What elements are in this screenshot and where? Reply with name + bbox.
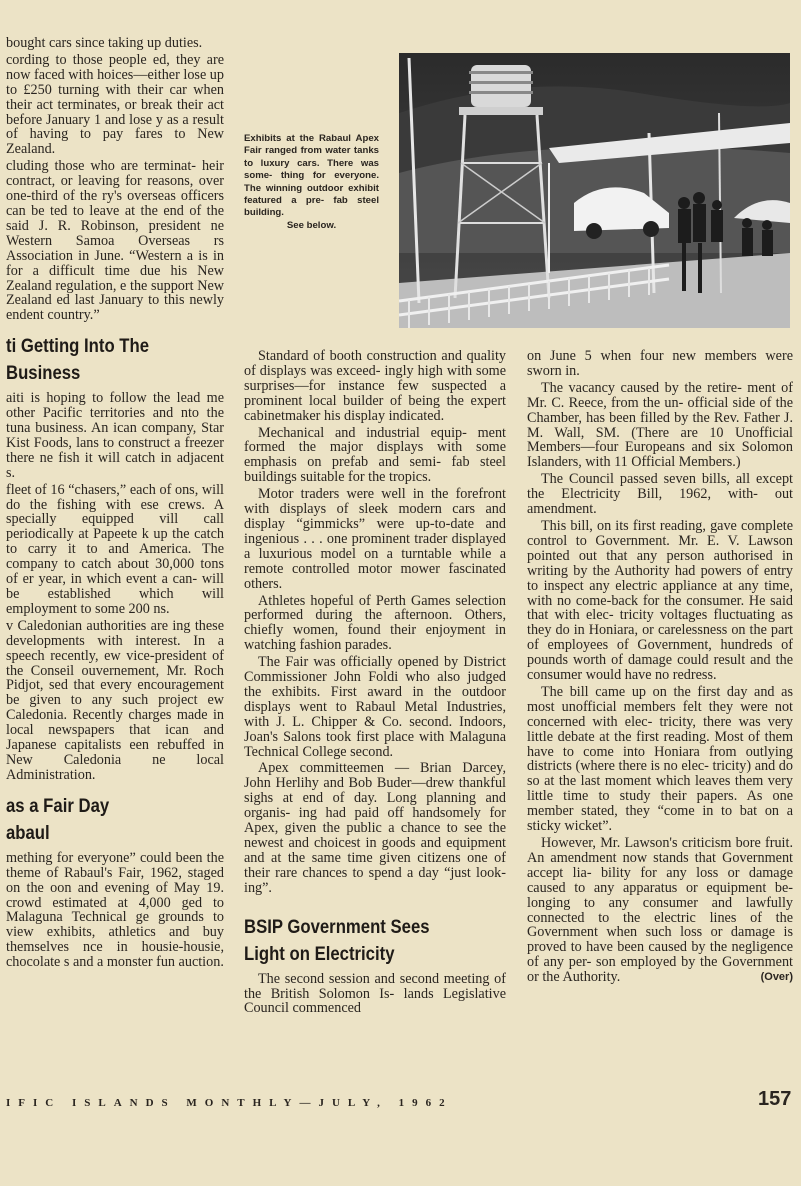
paragraph: The Fair was officially opened by District Commissioner John Foldi who also judged the exhibits. First award in the outdoor displays went to Rabaul Metal Industries, with J. L. Chipper & Co. second. Indoors, Joan's Salons took first place with Malaguna Technical College second. — [244, 654, 506, 760]
right-column — [527, 349, 793, 985]
paragraph: aiti is hoping to follow the lead me other Pacific territories and nto the tuna business. An ican company, Star Kist Foods, lans to construct a freezer there ne fish it will catch in adjacent s. — [6, 390, 224, 481]
caption-end: See below. — [286, 219, 337, 231]
heading-line: as a Fair Day — [6, 795, 110, 817]
paragraph: mething for everyone” could been the theme of Rabaul's Fair, 1962, staged on the oon and evening of May 19. crowd estimated at 4,000 ged to Malaguna Technical ge grounds to view exhibits, athletics and buy themselves nce in housie-housie, chocolate s and a monster fun auction. — [6, 849, 224, 971]
paragraph: The vacancy caused by the retire- ment of Mr. C. Reece, from the un- official side of the Chamber, has been filled by the Rev. Father J. M. Wall, SM. (There are 10 Unofficial Members—four Europeans and six Solomon Islanders, with 11 Official Members.) — [527, 379, 793, 471]
paragraph: This bill, on its first reading, gave complete control to Government. Mr. E. V. Lawson pointed out that any person authorised in writing by the Authority had powers of entry to inspect any electric appliance at any time, with no come-back for the consumer. He said that with elec- tricity voltages fluctuating as they do in Honiara, or carelessness on the part of employees of Government, hundreds of pounds worth of damage could result and the consumer would have no redress. — [527, 517, 793, 684]
heading-line: abaul — [6, 822, 50, 844]
rabaul-fair-photo — [399, 53, 790, 328]
photo-caption — [244, 133, 379, 232]
paragraph-text: However, Mr. Lawson's criticism bore fruit. An amendment now stands that Government accept lia- bility for any loss or damage caused to any apparatus or equipment be- longing to any consumer and lawfully connected to the electric lines of the Government when such loss or damage is proved to have been caused by the negligence of any per- son employed by the Government or the Authority. — [527, 835, 793, 986]
running-footer: IFIC ISLANDS MONTHLY—JULY, 1962 — [6, 1097, 453, 1109]
article-heading-rabaul — [6, 793, 198, 847]
left-column — [6, 36, 224, 970]
paragraph: v Caledonian authorities are ing these developments with interest. In a speech recently, ew vice-president of the Conseil ouvernement, Mr. Roch Pidjot, sed that every encouragement be given to any such project ew Caledonia. Recently charges made in local newspapers that ican and Japanese capitalists een rebuffed in New Caledonia ne local Administration. — [6, 617, 224, 783]
paragraph: fleet of 16 “chasers,” each of ons, will do the fishing with ese crews. A specially equipped vill call periodically at Papeete k up the catch to carry it to and America. The company to catch about 30,000 tons of er year, in which event a can- will be established which will employment to some 200 ns. — [6, 481, 224, 617]
heading-line: Business — [6, 363, 81, 385]
paragraph: Standard of booth construction and quality of displays was exceed- ingly high with some surprises—for instance few suspected a prominent local builder of being the expert cabinetmaker his display indicated. — [244, 348, 506, 424]
paragraph — [527, 836, 793, 985]
paragraph: Apex committeemen — Brian Darcey, John Herlihy and Bob Buder—drew thankful sighs at end of day. Long planning and organis- ing had paid off handsomely for Apex, given the public a chance to see the newest and choicest in goods and equipment and at the same time given citizens one of their rare chances to spend a day “just look- ing”. — [244, 760, 506, 896]
paragraph: bought cars since taking up duties. — [6, 35, 203, 51]
paragraph: Athletes hopeful of Perth Games selection performed during the afternoon. Others, chiefly women, found their enjoyment in watching fashion parades. — [244, 592, 506, 654]
paragraph: Mechanical and industrial equip- ment formed the major displays with some emphasis on prefab and semi- fab steel buildings suitable for the tropics. — [244, 424, 506, 486]
paragraph: The second session and second meeting of the British Solomon Is- lands Legislative Council commenced — [244, 970, 506, 1017]
heading-line: ti Getting Into The — [6, 336, 150, 358]
caption-text: Exhibits at the Rabaul Apex Fair ranged from water tanks to luxury cars. There was some- thing for everyone. The winning outdoor exhibit featured a pre- fab steel building. — [244, 133, 379, 219]
paragraph: cording to those people ed, they are now faced with hoices—either lose up to £250 turning with their car when their act terminates, or break their act before January 1 and lose y as a result of having to pay fares to New Zealand. — [6, 51, 224, 158]
article-heading-tahiti — [6, 333, 198, 387]
page-number: 157 — [758, 1088, 792, 1110]
middle-column — [244, 349, 506, 1016]
paragraph: Motor traders were well in the forefront with displays of sleek modern cars and display “gimmicks” were up-to-date and ingenious . . . one prominent trader displayed a luxurious model on a turntable while a remote controlled motor mower fascinated others. — [244, 486, 506, 592]
paragraph: The Council passed seven bills, all except the Electricity Bill, 1962, with- out amendment. — [527, 471, 793, 518]
heading-line: Light on Electricity — [244, 943, 395, 965]
continued-over-label: (Over) — [760, 971, 793, 984]
paragraph: on June 5 when four new members were sworn in. — [527, 348, 793, 379]
heading-line: BSIP Government Sees — [244, 916, 430, 938]
article-heading-bsip — [244, 914, 475, 968]
paragraph: cluding those who are terminat- heir contract, or leaving for reasons, over one-third of the ry's overseas officers can be ted to leave at the end of the said J. R. Robinson, president ne Western Samoa Overseas rs Association in June. “Western a is in for a difficult time due his New Zealand regulation, e the support New Zealand ed last January to this newly endent country.” — [6, 158, 224, 324]
paragraph: The bill came up on the first day and as most unofficial members felt they were not concerned with elec- tricity, there was very little debate at the first reading. Most of them have to come into Honiara from outlying districts (where there is no elec- tricity) and do so at the last moment which leaves them very little time to study their papers. As one member stated, they “come in to bat on a sticky wicket”. — [527, 683, 793, 835]
